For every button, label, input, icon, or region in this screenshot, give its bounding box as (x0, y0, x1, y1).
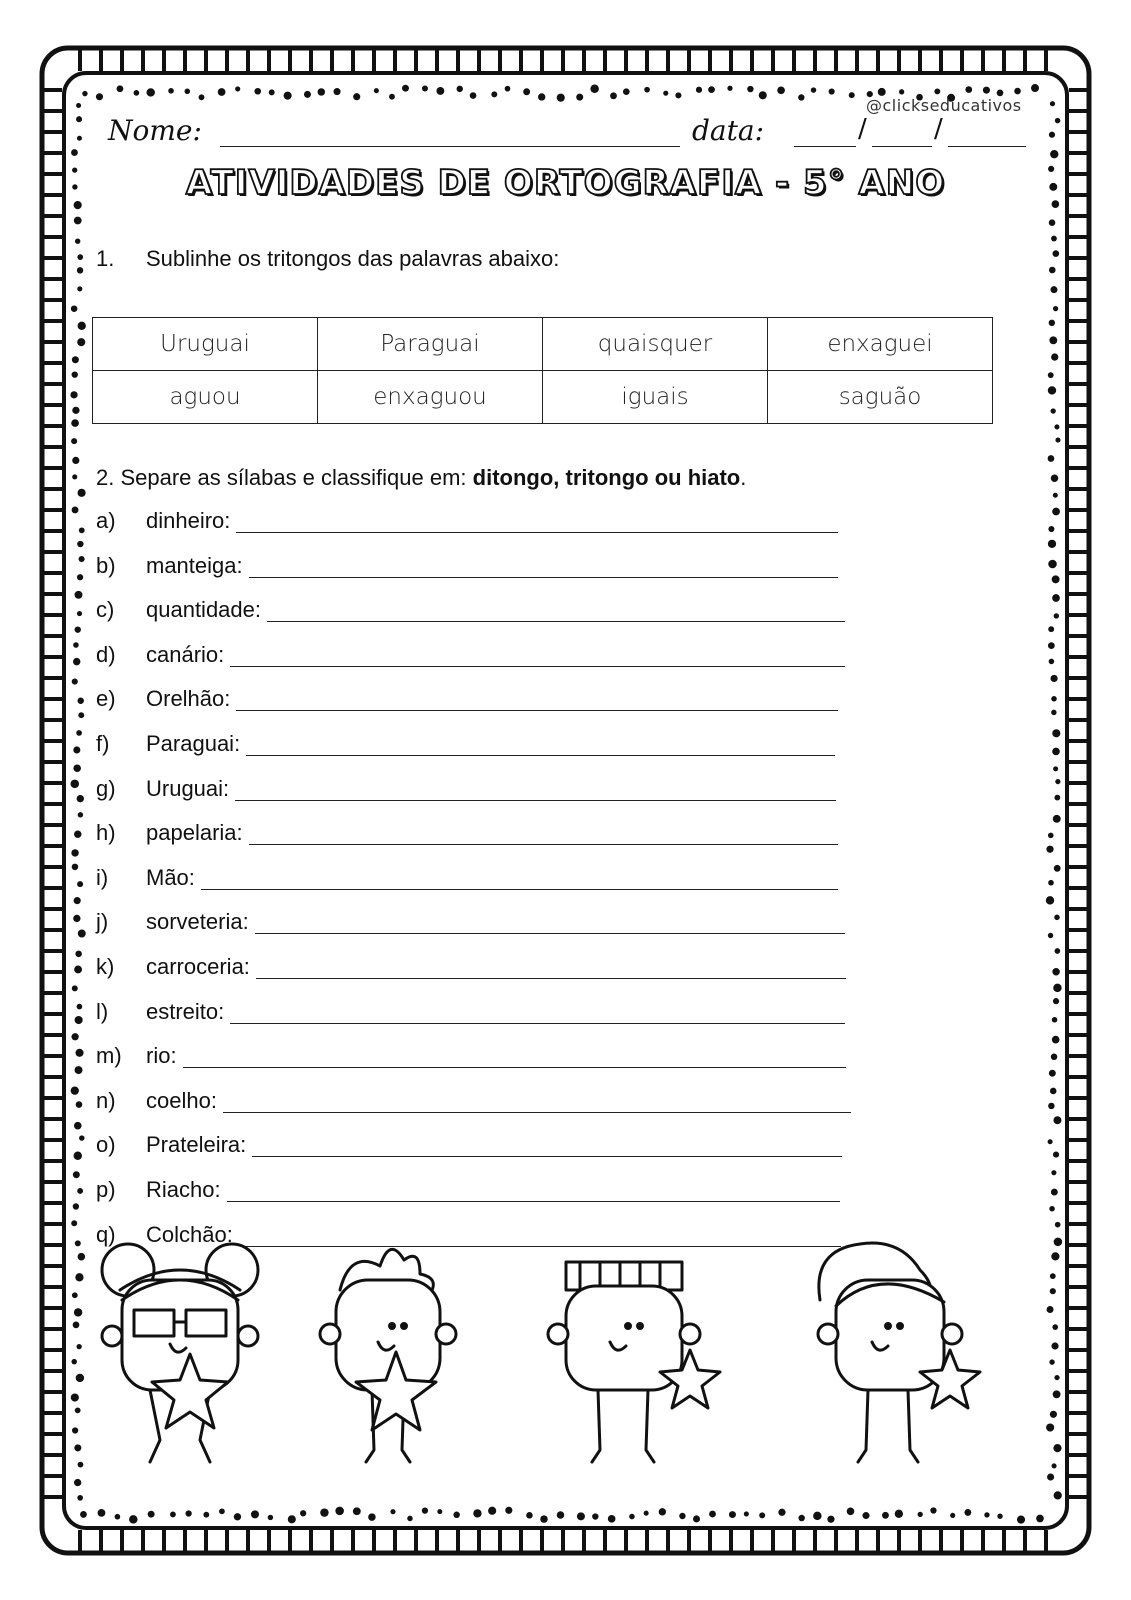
item-letter: k) (96, 953, 115, 979)
item-letter: g) (96, 775, 116, 801)
word-cell[interactable]: iguais (543, 371, 768, 424)
item-letter: f) (96, 730, 110, 756)
answer-line[interactable] (246, 731, 835, 756)
answer-line[interactable] (230, 642, 845, 667)
exercise-item (96, 1132, 842, 1177)
exercise-item (96, 999, 845, 1044)
item-word: manteiga: (146, 552, 243, 578)
question-1 (96, 246, 559, 272)
answer-line[interactable] (227, 1177, 840, 1202)
exercise-item (96, 909, 845, 954)
four-kids-holding-stars-icon (0, 1230, 1131, 1470)
word-cell[interactable]: quaisquer (543, 318, 768, 371)
word-cell[interactable]: Paraguai (318, 318, 543, 371)
exercise-item (96, 553, 838, 598)
item-word: Riacho: (146, 1176, 221, 1202)
exercise-item (96, 820, 838, 865)
word-cell[interactable]: aguou (93, 371, 318, 424)
item-word: coelho: (146, 1087, 217, 1113)
item-letter: i) (96, 864, 109, 890)
syllable-exercise-list (96, 508, 851, 1266)
item-word: estreito: (146, 998, 225, 1024)
item-word: Colchão: (146, 1221, 233, 1247)
item-letter: d) (96, 641, 116, 667)
item-word: quantidade: (146, 597, 261, 623)
answer-line[interactable] (255, 909, 845, 934)
item-letter: n) (96, 1087, 116, 1113)
boy-icon (320, 1249, 456, 1462)
page-title: ATIVIDADES DE ORTOGRAFIA - 5° ANO (185, 163, 946, 203)
item-letter: j) (96, 909, 109, 935)
question-1-number: 1. (96, 246, 115, 271)
item-word: carroceria: (146, 953, 250, 979)
table-row (93, 371, 993, 424)
item-letter: c) (96, 597, 115, 623)
item-letter: o) (96, 1132, 116, 1158)
item-letter: p) (96, 1176, 116, 1202)
exercise-item (96, 642, 845, 687)
name-field[interactable] (220, 146, 680, 147)
date-month-field[interactable] (872, 146, 932, 147)
item-letter: m) (96, 1043, 122, 1069)
word-cell[interactable]: enxaguou (318, 371, 543, 424)
name-date-row (108, 114, 1028, 150)
girl-curly-hair-icon (818, 1243, 980, 1462)
item-word: papelaria: (146, 820, 243, 846)
item-letter: q) (96, 1221, 116, 1247)
exercise-item (96, 776, 836, 821)
word-cell[interactable]: enxaguei (768, 318, 993, 371)
question-2-period: . (740, 465, 747, 490)
item-word: canário: (146, 641, 225, 667)
name-label: Nome: (108, 114, 202, 147)
table-row (93, 318, 993, 371)
answer-line[interactable] (236, 508, 838, 533)
exercise-item (96, 1088, 851, 1133)
answer-line[interactable] (201, 865, 838, 890)
item-letter: e) (96, 686, 116, 712)
answer-line[interactable] (267, 597, 845, 622)
item-letter: a) (96, 508, 116, 533)
exercise-item (96, 597, 845, 642)
item-word: Mão: (146, 864, 195, 890)
exercise-item (96, 508, 838, 553)
item-word: dinheiro: (146, 508, 231, 533)
exercise-item (96, 1177, 840, 1222)
answer-line[interactable] (236, 686, 838, 711)
exercise-item (96, 954, 846, 999)
date-day-field[interactable] (794, 146, 856, 147)
question-2 (96, 465, 746, 491)
answer-line[interactable] (256, 954, 846, 979)
item-letter: l) (96, 998, 109, 1024)
answer-line[interactable] (252, 1132, 842, 1157)
answer-line[interactable] (223, 1088, 851, 1113)
date-slash: / (934, 114, 943, 144)
item-word: Uruguai: (146, 775, 230, 801)
question-1-text: Sublinhe os tritongos das palavras abaixo: (146, 246, 560, 271)
item-letter: h) (96, 820, 116, 846)
question-2-text: 2. Separe as sílabas e classifique em: (96, 465, 473, 490)
item-word: Prateleira: (146, 1132, 247, 1158)
exercise-item (96, 686, 838, 731)
item-word: Paraguai: (146, 730, 241, 756)
item-word: sorveteria: (146, 909, 249, 935)
word-cell[interactable]: saguão (768, 371, 993, 424)
item-letter: b) (96, 552, 116, 578)
author-handle: @clickseducativos (866, 96, 1022, 115)
item-word: rio: (146, 1043, 177, 1069)
answer-line[interactable] (249, 553, 838, 578)
answer-line[interactable] (235, 776, 836, 801)
boy-flat-top-icon (548, 1262, 720, 1462)
girl-with-glasses-icon (102, 1244, 258, 1462)
answer-line[interactable] (230, 999, 845, 1024)
exercise-item (96, 865, 838, 910)
date-year-field[interactable] (948, 146, 1026, 147)
exercise-item (96, 731, 835, 776)
exercise-item (96, 1043, 846, 1088)
tritongo-word-table (92, 317, 993, 424)
answer-line[interactable] (183, 1043, 846, 1068)
answer-line[interactable] (249, 820, 838, 845)
item-word: Orelhão: (146, 686, 231, 712)
date-label: data: (692, 114, 764, 147)
date-slash: / (858, 114, 867, 144)
question-2-emphasis: ditongo, tritongo ou hiato (472, 465, 741, 490)
word-cell[interactable]: Uruguai (93, 318, 318, 371)
